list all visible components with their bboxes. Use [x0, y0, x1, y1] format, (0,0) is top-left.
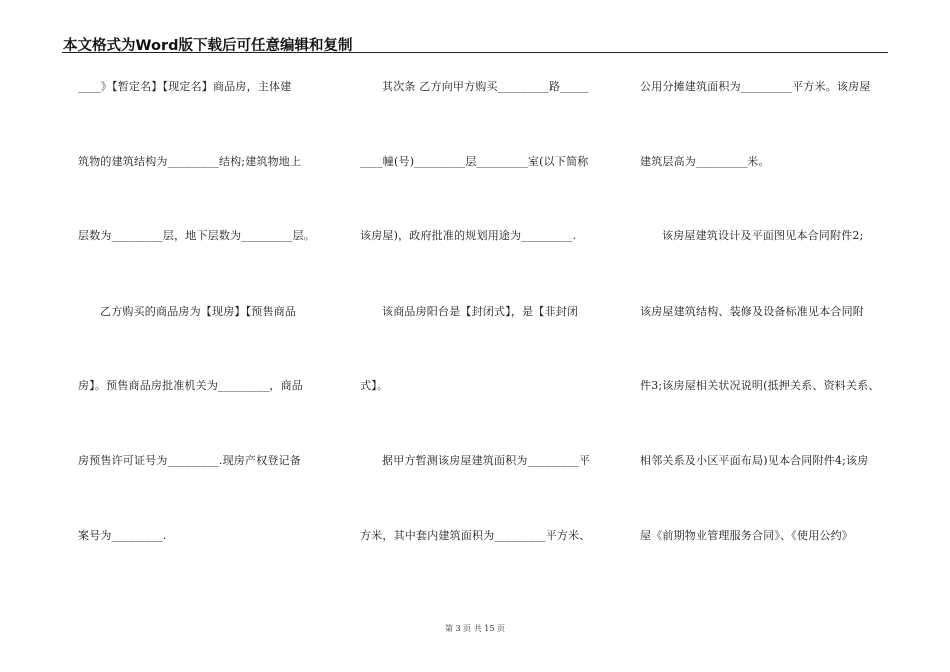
text-line: 乙方购买的商品房为【现房】【预售商品: [100, 305, 297, 318]
text-line: 式】。: [360, 379, 389, 392]
text-line: 筑物的建筑结构为_________结构;建筑物地上: [78, 155, 302, 168]
text-line: 据甲方暂测该房屋建筑面积为_________平: [382, 454, 591, 467]
text-line: 屋《前期物业管理服务合同》、《使用公约》: [640, 529, 853, 542]
text-line: 层数为_________层，地下层数为_________层。: [78, 229, 315, 242]
text-line: 相邻关系及小区平面布局)见本合同附件4;该房: [640, 454, 869, 467]
text-line: 该房屋建筑设计及平面图见本合同附件2;: [662, 229, 864, 242]
text-column-3: [640, 0, 892, 672]
text-line: 方米，其中套内建筑面积为_________平方米、: [360, 529, 591, 542]
text-line: 件3;该房屋相关状况说明(抵押关系、资料关系、: [640, 379, 880, 392]
text-line: 该商品房阳台是【封闭式】，是【非封闭: [382, 305, 579, 318]
document-header-title: 本文格式为Word版下载后可任意编辑和复制: [63, 38, 353, 54]
text-line: ____》【暂定名】【现定名】商品房，主体建: [78, 80, 292, 93]
text-line: 案号为_________.: [78, 529, 167, 542]
text-line: 建筑层高为_________米。: [640, 155, 770, 168]
text-line: 房】。预售商品房批准机关为_________，商品: [78, 379, 303, 392]
text-line: 公用分摊建筑面积为_________平方米。该房屋: [640, 80, 871, 93]
text-line: 其次条 乙方向甲方购买_________路_____: [382, 80, 589, 93]
text-column-1: [78, 0, 328, 672]
page-number-footer: 第 3 页 共 15 页: [445, 624, 505, 633]
text-line: 房预售许可证号为_________.现房产权登记备: [78, 454, 301, 467]
text-line: ____幢(号)_________层_________室(以下简称: [360, 155, 589, 168]
text-line: 该房屋)，政府批准的规划用途为_________.: [360, 229, 577, 242]
text-line: 该房屋建筑结构、装修及设备标准见本合同附: [640, 305, 864, 318]
text-column-2: [360, 0, 610, 672]
